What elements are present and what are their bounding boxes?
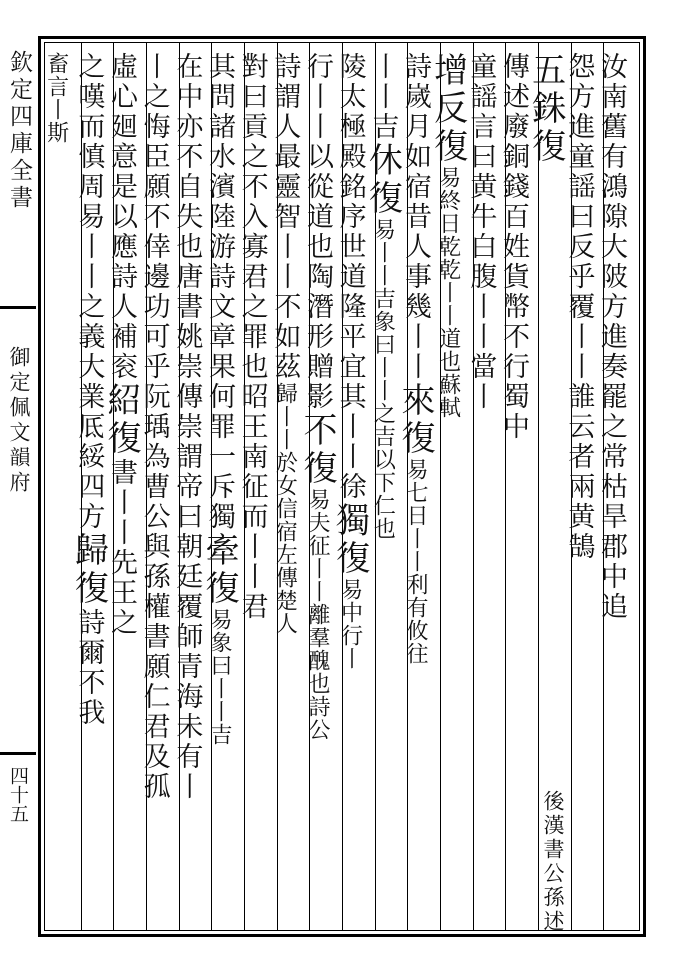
page-spine	[0, 36, 36, 937]
text-column	[138, 52, 174, 924]
entry-heading: 紹復	[100, 382, 141, 458]
text-column	[269, 52, 305, 924]
text-column	[198, 52, 239, 924]
text-column	[362, 52, 403, 924]
annotation-text: 畜言丨斯	[43, 52, 69, 144]
text-column	[427, 52, 468, 924]
body-text: 傳述廢銅錢百姓貨幣不行蜀中	[497, 52, 529, 442]
text-column	[171, 52, 207, 924]
body-text: 虛心廻意是以應詩人補衮	[105, 52, 137, 382]
body-text: 詩嵗月如宿昔人事幾丨丨	[399, 52, 431, 382]
body-text: 陵太極殿銘序世道隆平宜其丨丨徐	[334, 52, 366, 502]
text-column	[497, 52, 533, 924]
spine-divider	[0, 752, 36, 755]
entry-heading: 五銖復	[525, 52, 566, 166]
annotation-text: 易七日丨丨利有攸往	[402, 458, 428, 665]
body-text: 詩謂人最靈智丨丨不如茲	[269, 52, 301, 382]
text-column	[563, 52, 599, 924]
body-text: 大業厎綏四方	[73, 352, 105, 532]
collection-title: 欽定四庫全書	[6, 50, 32, 212]
body-text: 對曰貢之不入寡君之罪也昭王南征而丨丨君	[236, 52, 268, 622]
text-column	[465, 52, 501, 924]
subnote: 後漢書公孫述	[541, 790, 565, 934]
annotation-text: 歸丨丨於女信宿左傳楚人	[272, 382, 298, 635]
entry-heading: 不復	[296, 412, 337, 488]
body-text: 童謡言曰黄牛白腹丨丨當丨	[465, 52, 497, 412]
page-number: 四十五	[7, 766, 29, 823]
text-column	[394, 52, 435, 924]
column-rule	[538, 42, 539, 931]
annotation-text: 易夫征丨丨離羣醜也詩公	[304, 488, 330, 741]
spine-divider	[0, 306, 36, 309]
body-text: 丨丨吉	[367, 52, 399, 142]
text-column	[100, 52, 141, 924]
body-text: 書丨丨先王之	[105, 458, 137, 638]
entry-heading: 來復	[394, 382, 435, 458]
body-text: 怨方進童謡曰反乎覆丨丨誰云者兩黄鵠	[563, 52, 595, 562]
annotation-text: 易象曰丨丨吉	[206, 608, 232, 746]
text-column	[43, 52, 76, 924]
body-text: 丨之悔臣願不倖邊功可乎阮瑀為曹公與孫權書願仁君及孤	[138, 52, 170, 802]
body-text: 行丨丨以從道也陶潛形贈影	[301, 52, 333, 412]
entry-heading: 增反復	[427, 52, 468, 166]
entry-heading: 歸復	[68, 532, 109, 608]
body-text: 詩爾不我	[73, 608, 105, 728]
body-text: 之嘆而慎周易丨丨之義	[73, 52, 105, 352]
text-column	[296, 52, 337, 924]
annotation-text: 易終日乾乾丨丨道也蘇軾	[435, 166, 461, 419]
text-column	[68, 52, 109, 924]
entry-heading: 獨復	[329, 502, 370, 578]
text-column	[236, 52, 272, 924]
text-column	[329, 52, 370, 924]
annotation-text: 易丨丨吉象曰丨丨之吉以下仁也	[370, 218, 396, 540]
entry-heading: 休復	[362, 142, 403, 218]
body-text: 汝南舊有鴻隙大陂方進奏罷之常枯旱郡中追	[595, 52, 627, 622]
annotation-text: 易中行丨	[337, 578, 363, 670]
body-text: 其問諸水濱陸游詩文章果何罪一斥獨	[203, 52, 235, 532]
entry-heading: 牽復	[198, 532, 239, 608]
text-column	[595, 52, 631, 924]
book-title: 御定佩文韻府	[7, 346, 31, 496]
body-text: 在中亦不自失也唐書姚崇傳崇謂帝曰朝廷覆師青海未有丨	[171, 52, 203, 802]
